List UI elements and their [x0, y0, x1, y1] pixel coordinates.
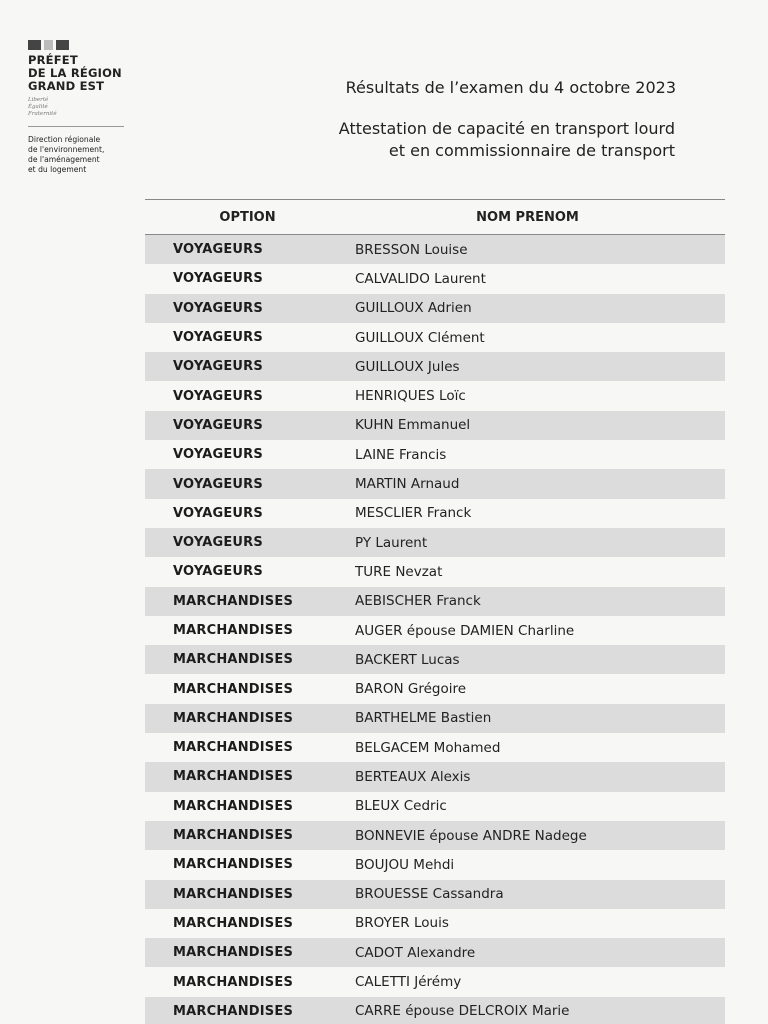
name-cell: BERTEAUX Alexis	[355, 768, 471, 785]
motto-line: Liberté	[28, 97, 49, 103]
option-cell: VOYAGEURS	[173, 388, 263, 404]
table-row	[145, 411, 725, 440]
column-header-name: NOM PRENOM	[476, 209, 579, 225]
option-cell: VOYAGEURS	[173, 242, 263, 258]
table-row	[145, 440, 725, 469]
option-cell: MARCHANDISES	[173, 681, 294, 697]
option-cell: MARCHANDISES	[173, 769, 294, 785]
table-row	[145, 381, 725, 410]
table-row	[145, 821, 725, 850]
name-cell: BARTHELME Bastien	[355, 710, 492, 727]
name-cell: BONNEVIE épouse ANDRE Nadege	[355, 827, 587, 844]
table-row	[145, 352, 725, 381]
name-cell: BACKERT Lucas	[355, 651, 460, 668]
option-cell: VOYAGEURS	[173, 330, 263, 346]
table-row	[145, 557, 725, 586]
subtitle-line: et en commissionnaire de transport	[388, 141, 675, 160]
prefecture-logo	[28, 40, 128, 175]
option-cell: MARCHANDISES	[173, 623, 294, 638]
table-row	[145, 323, 725, 352]
name-cell: AUGER épouse DAMIEN Charline	[355, 622, 575, 639]
table-row	[145, 850, 725, 879]
option-cell: MARCHANDISES	[173, 1003, 294, 1019]
name-cell: GUILLOUX Clément	[355, 329, 485, 346]
table-row	[145, 499, 725, 528]
name-cell: CALETTI Jérémy	[355, 974, 462, 991]
option-cell: VOYAGEURS	[173, 476, 263, 492]
option-cell: MARCHANDISES	[173, 886, 294, 902]
option-cell: MARCHANDISES	[173, 798, 294, 814]
option-cell: VOYAGEURS	[173, 271, 263, 287]
name-cell: CADOT Alexandre	[355, 944, 476, 961]
option-cell: MARCHANDISES	[173, 652, 294, 668]
name-cell: BARON Grégoire	[355, 681, 467, 698]
table-row	[145, 294, 725, 323]
option-cell: VOYAGEURS	[173, 359, 263, 375]
prefet-line: DE LA RÉGION	[28, 66, 122, 80]
marianne-flag-icon	[28, 40, 128, 50]
divider	[28, 126, 124, 127]
option-cell: MARCHANDISES	[173, 915, 294, 931]
option-cell: MARCHANDISES	[173, 740, 294, 756]
option-cell: VOYAGEURS	[173, 535, 263, 551]
name-cell: BLEUX Cedric	[355, 798, 447, 815]
page-title: Résultats de l’examen du 4 octobre 2023	[345, 78, 676, 97]
name-cell: BROUESSE Cassandra	[355, 886, 504, 903]
name-cell: GUILLOUX Jules	[355, 358, 460, 375]
motto-line: Fraternité	[28, 111, 57, 117]
prefet-line: PRÉFET	[28, 53, 78, 67]
name-cell: TURE Nevzat	[355, 563, 443, 580]
table-row	[145, 938, 725, 967]
name-cell: MARTIN Arnaud	[355, 476, 460, 493]
option-cell: VOYAGEURS	[173, 564, 263, 580]
name-cell: CARRE épouse DELCROIX Marie	[355, 1003, 570, 1020]
table-row	[145, 880, 725, 909]
table-header	[145, 199, 725, 235]
republic-motto	[28, 97, 128, 118]
option-cell: MARCHANDISES	[173, 974, 294, 990]
option-cell: VOYAGEURS	[173, 417, 263, 433]
name-cell: LAINE Francis	[355, 446, 447, 463]
table-row	[145, 587, 725, 616]
table-row	[145, 469, 725, 498]
direction-line: Direction régionale	[28, 135, 101, 144]
table-row	[145, 528, 725, 557]
name-cell: KUHN Emmanuel	[355, 417, 471, 434]
motto-line: Égalité	[28, 104, 48, 110]
option-cell: VOYAGEURS	[173, 505, 263, 521]
name-cell: BELGACEM Mohamed	[355, 739, 501, 756]
table-row	[145, 733, 725, 762]
table-row	[145, 997, 725, 1024]
direction-label	[28, 135, 128, 175]
direction-line: de l'aménagement	[28, 155, 100, 164]
prefet-line: GRAND EST	[28, 79, 105, 93]
results-table	[145, 199, 725, 1024]
name-cell: GUILLOUX Adrien	[355, 300, 472, 317]
name-cell: BRESSON Louise	[355, 241, 468, 258]
column-header-option: OPTION	[219, 209, 276, 225]
option-cell: MARCHANDISES	[173, 593, 294, 609]
option-cell: MARCHANDISES	[173, 710, 294, 726]
page-subtitle	[339, 118, 675, 162]
table-row	[145, 645, 725, 674]
option-cell: MARCHANDISES	[173, 945, 294, 961]
direction-line: et du logement	[28, 165, 87, 174]
table-row	[145, 616, 725, 645]
subtitle-line: Attestation de capacité en transport lourd	[338, 119, 675, 138]
option-cell: VOYAGEURS	[173, 300, 263, 316]
name-cell: BROYER Louis	[355, 915, 449, 932]
table-row	[145, 762, 725, 791]
option-cell: VOYAGEURS	[173, 447, 263, 463]
table-row	[145, 967, 725, 996]
table-row	[145, 264, 725, 293]
name-cell: AEBISCHER Franck	[355, 593, 481, 610]
direction-line: de l'environnement,	[28, 145, 105, 154]
option-cell: MARCHANDISES	[173, 857, 294, 873]
name-cell: PY Laurent	[355, 534, 428, 551]
table-body	[145, 235, 725, 1024]
table-row	[145, 674, 725, 703]
name-cell: MESCLIER Franck	[355, 505, 472, 522]
table-row	[145, 704, 725, 733]
table-row	[145, 909, 725, 938]
option-cell: MARCHANDISES	[173, 828, 294, 844]
table-row	[145, 792, 725, 821]
name-cell: CALVALIDO Laurent	[355, 270, 486, 287]
table-row	[145, 235, 725, 264]
name-cell: HENRIQUES Loïc	[355, 388, 466, 405]
name-cell: BOUJOU Mehdi	[355, 856, 455, 873]
